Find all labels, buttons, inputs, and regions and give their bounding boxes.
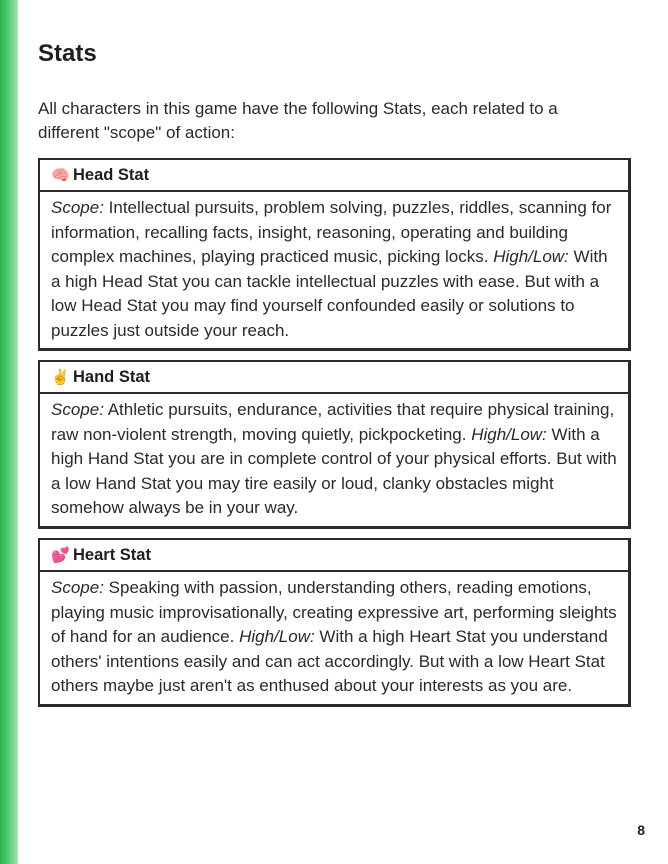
stat-header: [40, 540, 628, 572]
highlow-text: With a high Head Stat you can tackle intellectual puzzles with ease. But with a low Head Stat you may find yourself confounded easily or solutions to puzzles just outside your reach.: [51, 247, 608, 340]
page-number: 8: [637, 822, 645, 838]
stat-name: Heart Stat: [73, 545, 151, 564]
intro-paragraph: All characters in this game have the following Stats, each related to a different "scope" of action:: [38, 99, 558, 142]
stat-header: [40, 362, 628, 394]
brain-icon: 🧠: [51, 167, 70, 184]
victory-hand-icon: ✌️: [51, 369, 70, 386]
stat-description: [40, 572, 628, 704]
page-title: Stats: [38, 40, 97, 67]
highlow-label: High/Low:: [493, 247, 569, 266]
scope-text: Speaking with passion, understanding others, reading emotions, playing music improvisationally, creating expressive art, performing sleights of hand for an audience.: [51, 578, 617, 646]
highlow-text: With a high Hand Stat you are in complete control of your physical efforts. But with a low Hand Stat you may tire easily or loud, clanky obstacles might somehow always be in your way.: [51, 424, 617, 517]
stat-name: Head Stat: [73, 165, 150, 184]
scope-label: Scope:: [51, 198, 104, 217]
side-accent-stripe: [0, 0, 18, 864]
highlow-label: High/Low:: [239, 627, 315, 646]
stat-name: Hand Stat: [73, 367, 151, 386]
stat-box-head: [38, 158, 631, 351]
stat-header: [40, 160, 628, 192]
scope-text: Athletic pursuits, endurance, activities that require physical training, raw non-violent strength, moving quietly, pickpocketing.: [51, 400, 615, 444]
stat-box-hand: [38, 360, 631, 529]
stat-description: [40, 394, 628, 526]
highlow-label: High/Low:: [471, 424, 547, 444]
two-hearts-icon: 💕: [51, 547, 70, 564]
stat-description: [40, 192, 628, 348]
scope-label: Scope:: [51, 400, 104, 419]
scope-label: Scope:: [51, 578, 104, 597]
stat-box-heart: [38, 538, 631, 707]
scope-text: Intellectual pursuits, problem solving, puzzles, riddles, scanning for information, recalling facts, insight, reasoning, operating and building complex machines, playing practiced music, picking locks.: [51, 198, 612, 266]
highlow-text: With a high Heart Stat you understand others' intentions easily and can act accordingly. But with a low Heart Stat others maybe just aren't as enthused about your interests as you are.: [51, 627, 608, 695]
